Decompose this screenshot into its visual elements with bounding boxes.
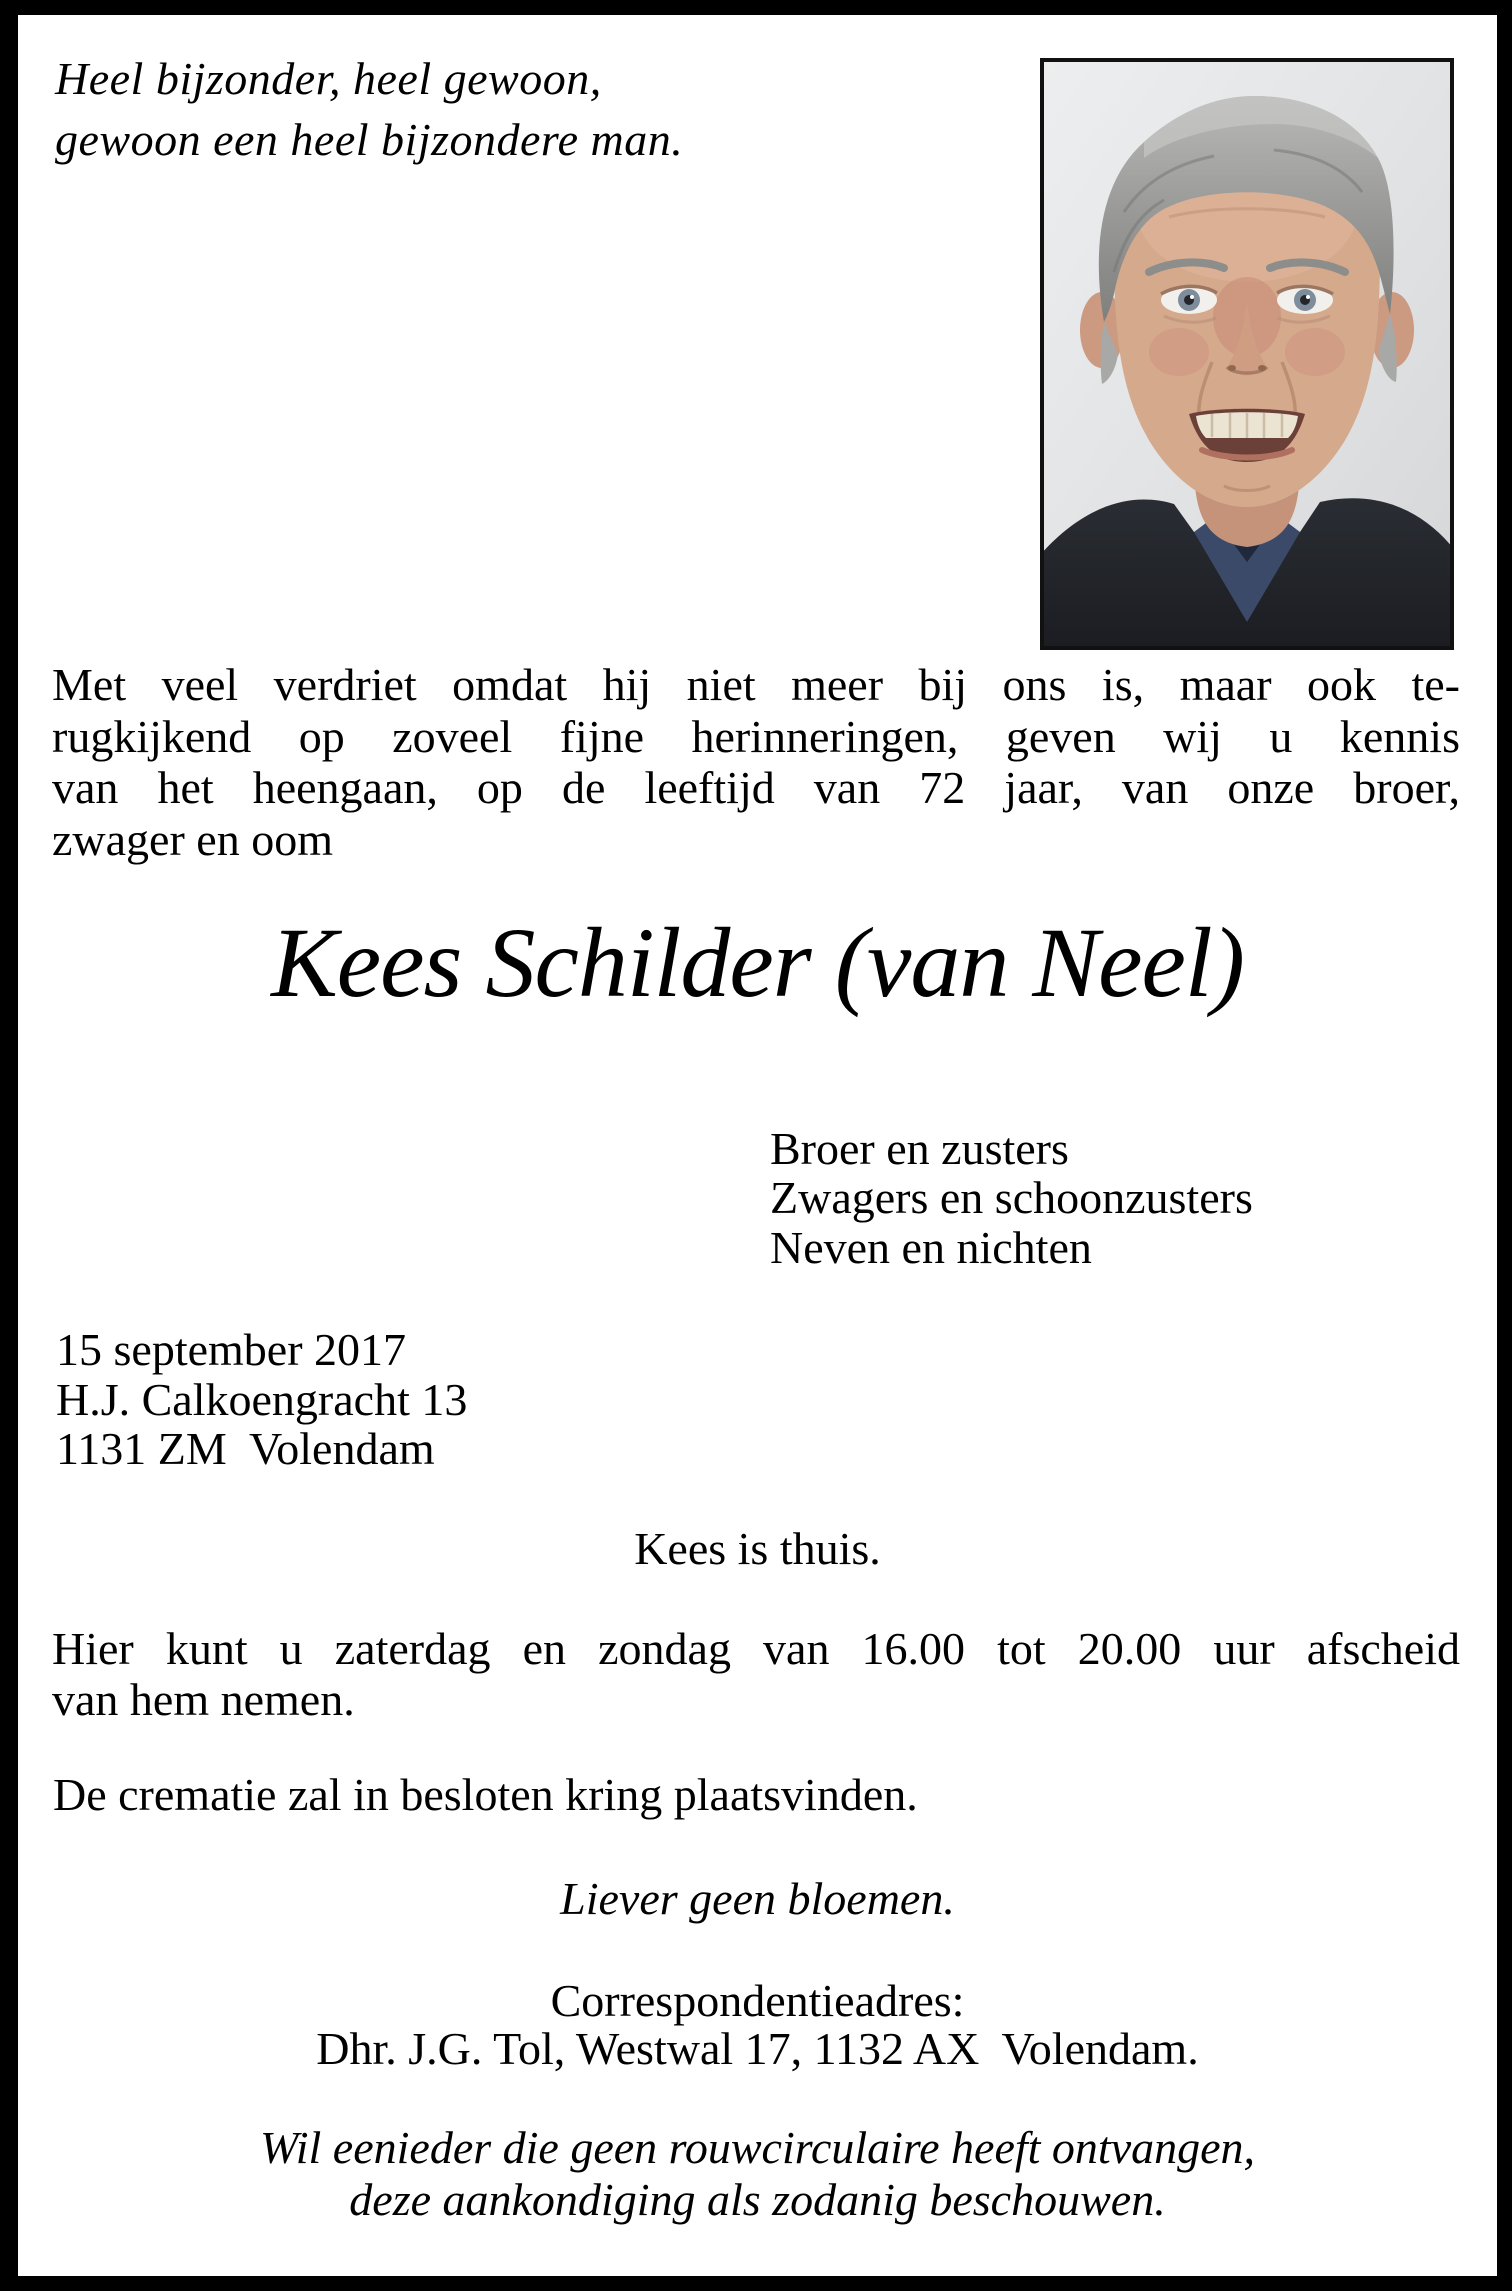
- announcement-line-1: Met veel verdriet omdat hij niet meer bij ons is, maar ook te-: [52, 659, 1460, 710]
- announcement-line-4: zwager en oom: [52, 814, 333, 866]
- visiting-paragraph: [52, 1623, 1460, 1725]
- visiting-line-1: Hier kunt u zaterdag en zondag van 16.00 tot 20.00 uur afscheid: [52, 1623, 1460, 1674]
- closing-note: [18, 2122, 1497, 2226]
- closing-line-2: deze aankondiging als zodanig beschouwen.: [349, 2174, 1166, 2225]
- flowers-note: Liever geen bloemen.: [560, 1873, 955, 1924]
- relatives-line-1: Broer en zusters: [770, 1123, 1069, 1174]
- quote-line-1: Heel bijzonder, heel gewoon,: [55, 53, 602, 104]
- relatives-line-3: Neven en nichten: [770, 1221, 1092, 1273]
- correspondence-label: Correspondentieadres:: [550, 1975, 965, 2026]
- relatives-line-2: Zwagers en schoonzusters: [770, 1172, 1253, 1224]
- closing-line-1: Wil eenieder die geen rouwcirculaire heeft ontvangen,: [259, 2122, 1256, 2173]
- announcement-line-3: van het heengaan, op de leeftijd van 72 jaar, van onze broer,: [52, 762, 1460, 814]
- date-and-address: [56, 1325, 467, 1474]
- street-line: H.J. Calkoengracht 13: [56, 1373, 468, 1425]
- visiting-line-2: van hem nemen.: [52, 1674, 355, 1725]
- city-line: 1131 ZM Volendam: [56, 1423, 435, 1475]
- announcement-line-2: rugkijkend op zoveel fijne herinneringen, geven wij u kennis: [52, 710, 1460, 762]
- correspondence-address: Dhr. J.G. Tol, Westwal 17, 1132 AX Volendam.: [316, 2022, 1199, 2074]
- card-page: [18, 15, 1497, 2276]
- announcement-paragraph: [52, 659, 1460, 866]
- deceased-name: Kees Schilder (van Neel): [271, 907, 1244, 1018]
- quote-line-2: gewoon een heel bijzondere man.: [55, 114, 684, 165]
- portrait-photo: [1040, 58, 1454, 650]
- cremation-note: De crematie zal in besloten kring plaatsvinden.: [53, 1769, 918, 1820]
- opening-quote: [55, 48, 683, 170]
- correspondence-block: [18, 1977, 1497, 2072]
- relatives-list: [770, 1124, 1253, 1272]
- home-note: Kees is thuis.: [634, 1523, 881, 1574]
- date-line: 15 september 2017: [56, 1324, 407, 1375]
- portrait-photo-illustration: [1044, 62, 1450, 646]
